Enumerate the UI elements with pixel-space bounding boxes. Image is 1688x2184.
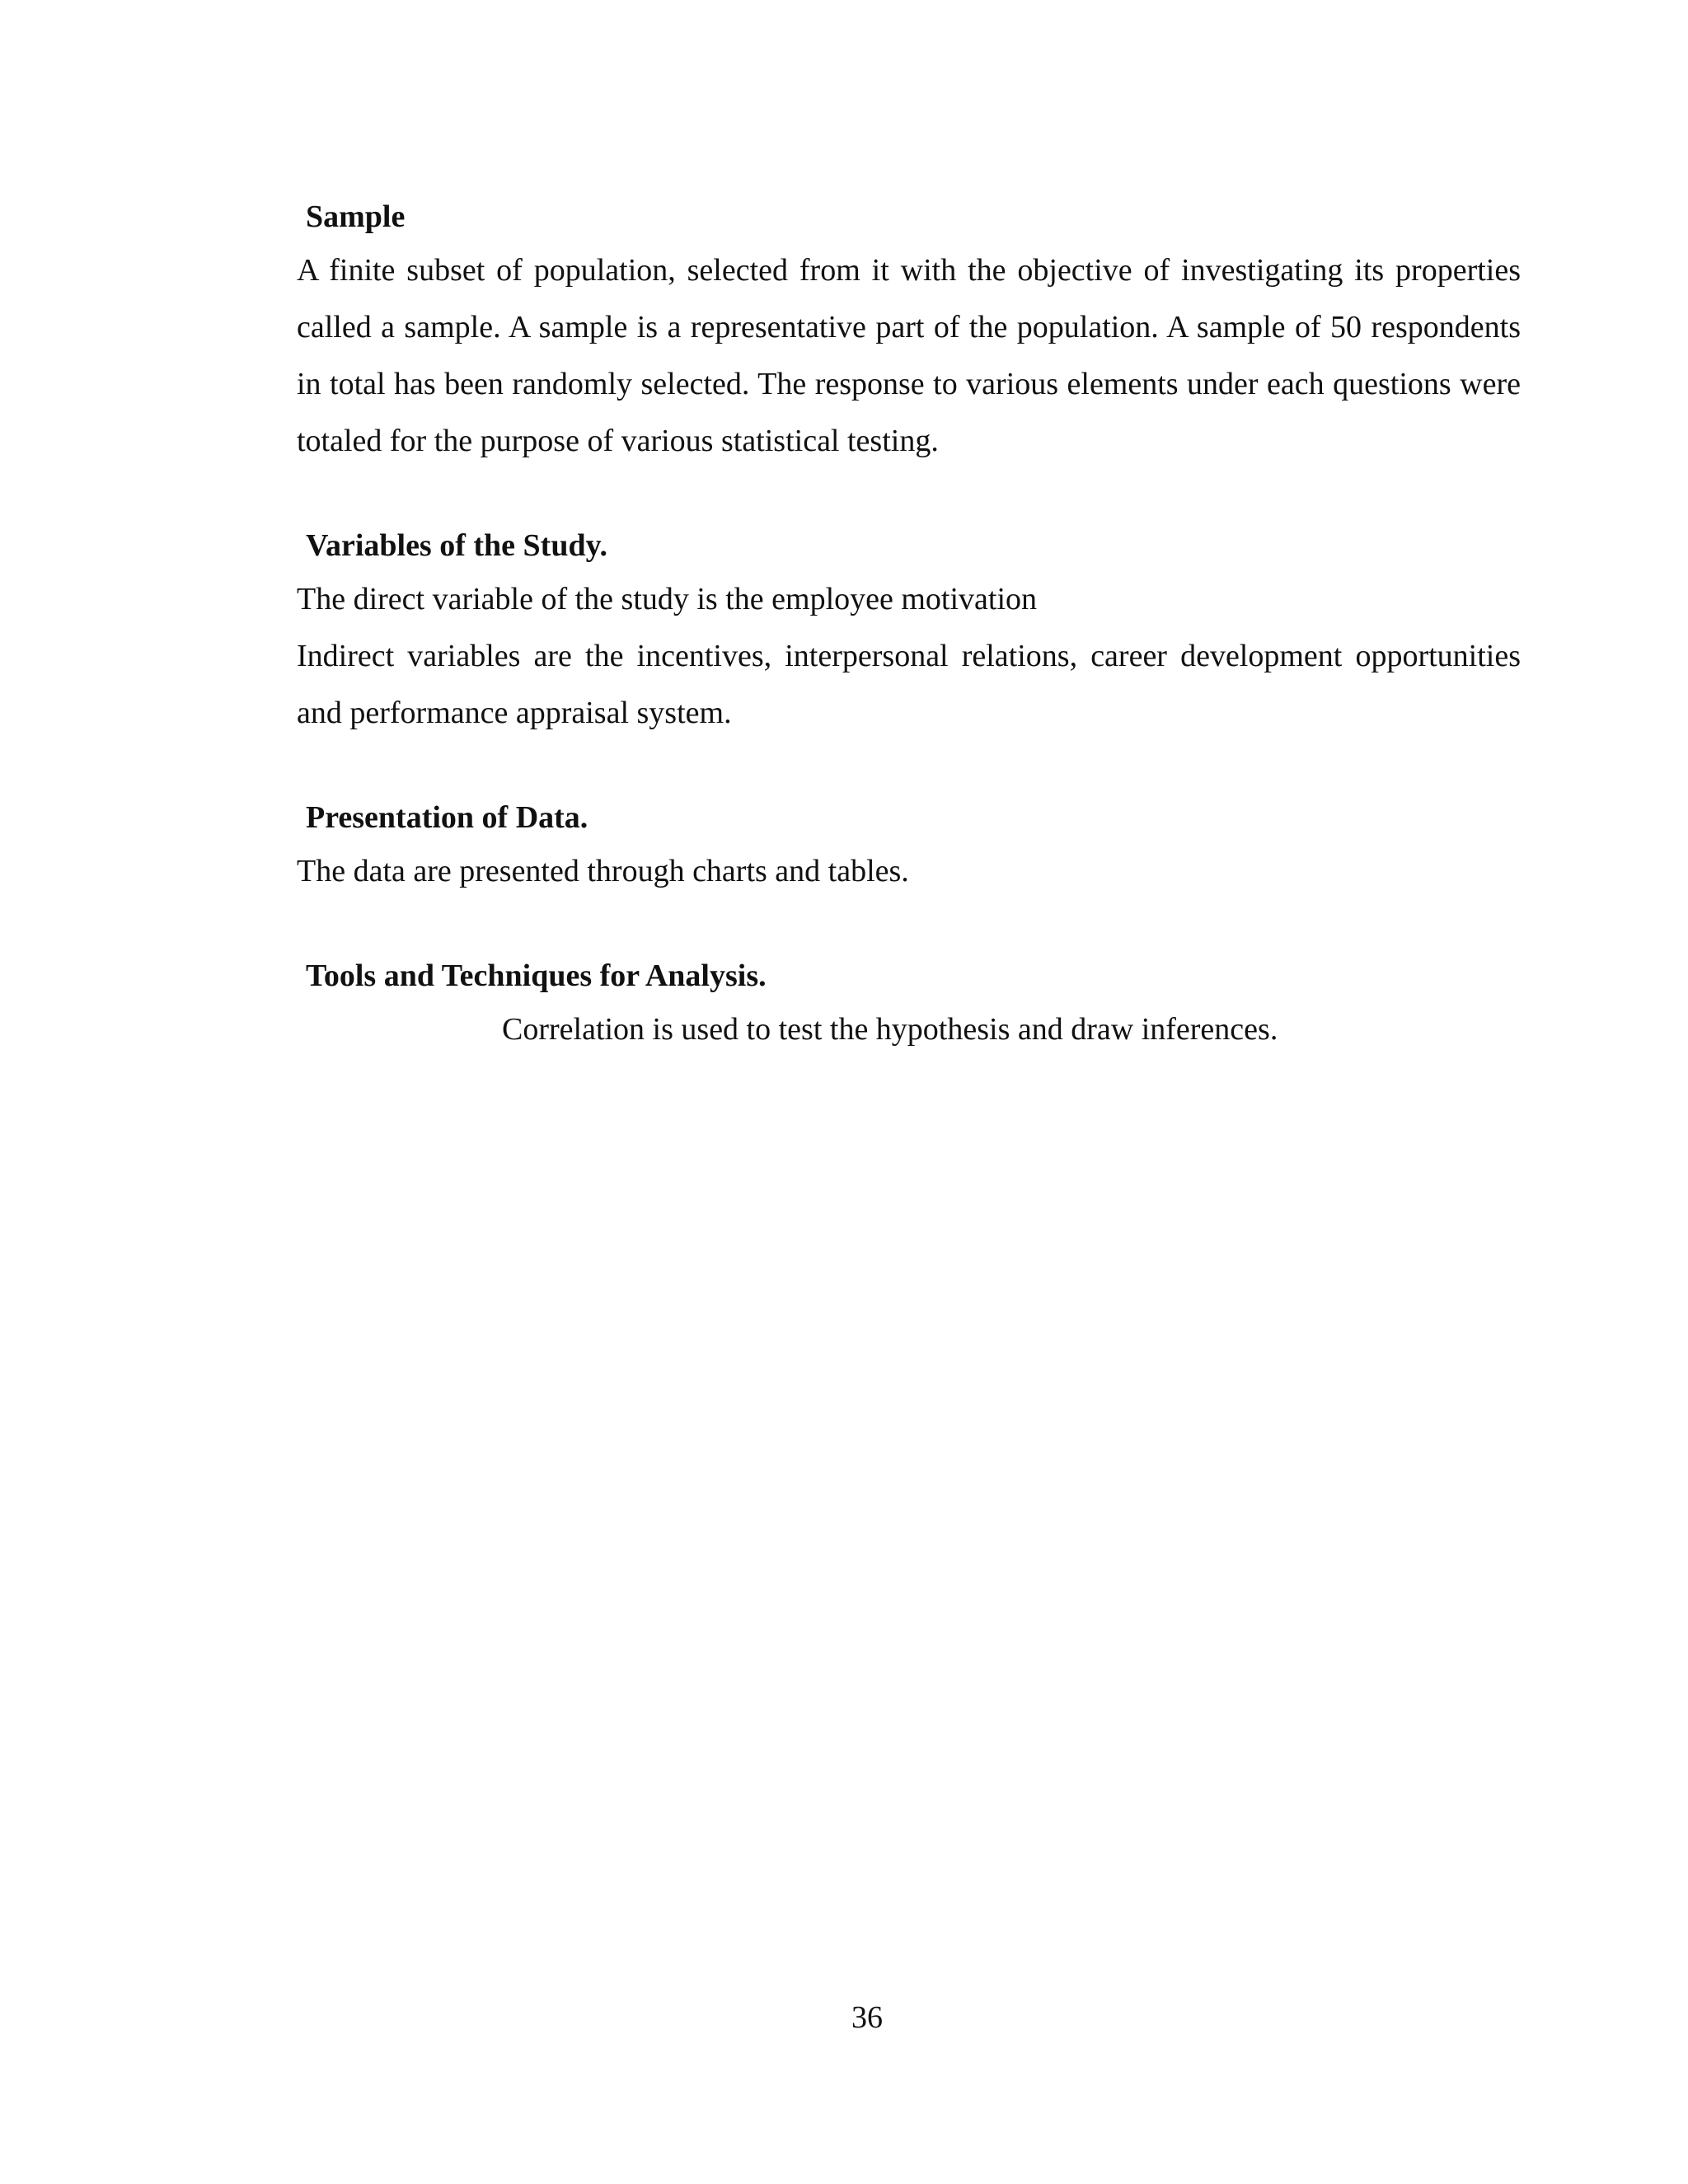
sample-paragraph: A finite subset of population, selected from it with the objective of investigating its properties called a sample. A sample is a representative part of the population. A sample of 50 respondents in total has been randomly selected. The response to various elements under each questions were totaled for the purpose of various statistical testing.	[297, 253, 1521, 458]
presentation-line: The data are presented through charts and tables.	[297, 854, 909, 888]
section-spacer	[297, 742, 1521, 799]
section-spacer	[297, 900, 1521, 957]
indirect-variables-paragraph: Indirect variables are the incentives, interpersonal relations, career development opportunities and performance appraisal system.	[297, 639, 1521, 730]
tools-line: Correlation is used to test the hypothesis and draw inferences.	[502, 1012, 1278, 1047]
section-heading-variables: Variables of the Study.	[306, 528, 607, 563]
section-heading-sample: Sample	[306, 199, 406, 234]
section-heading-tools: Tools and Techniques for Analysis.	[306, 958, 767, 993]
section-spacer	[297, 470, 1521, 527]
direct-variable-line: The direct variable of the study is the employee motivation	[297, 582, 1038, 616]
page-number: 36	[851, 2000, 883, 2035]
page-content	[297, 198, 1521, 1058]
section-heading-presentation: Presentation of Data.	[306, 800, 588, 835]
